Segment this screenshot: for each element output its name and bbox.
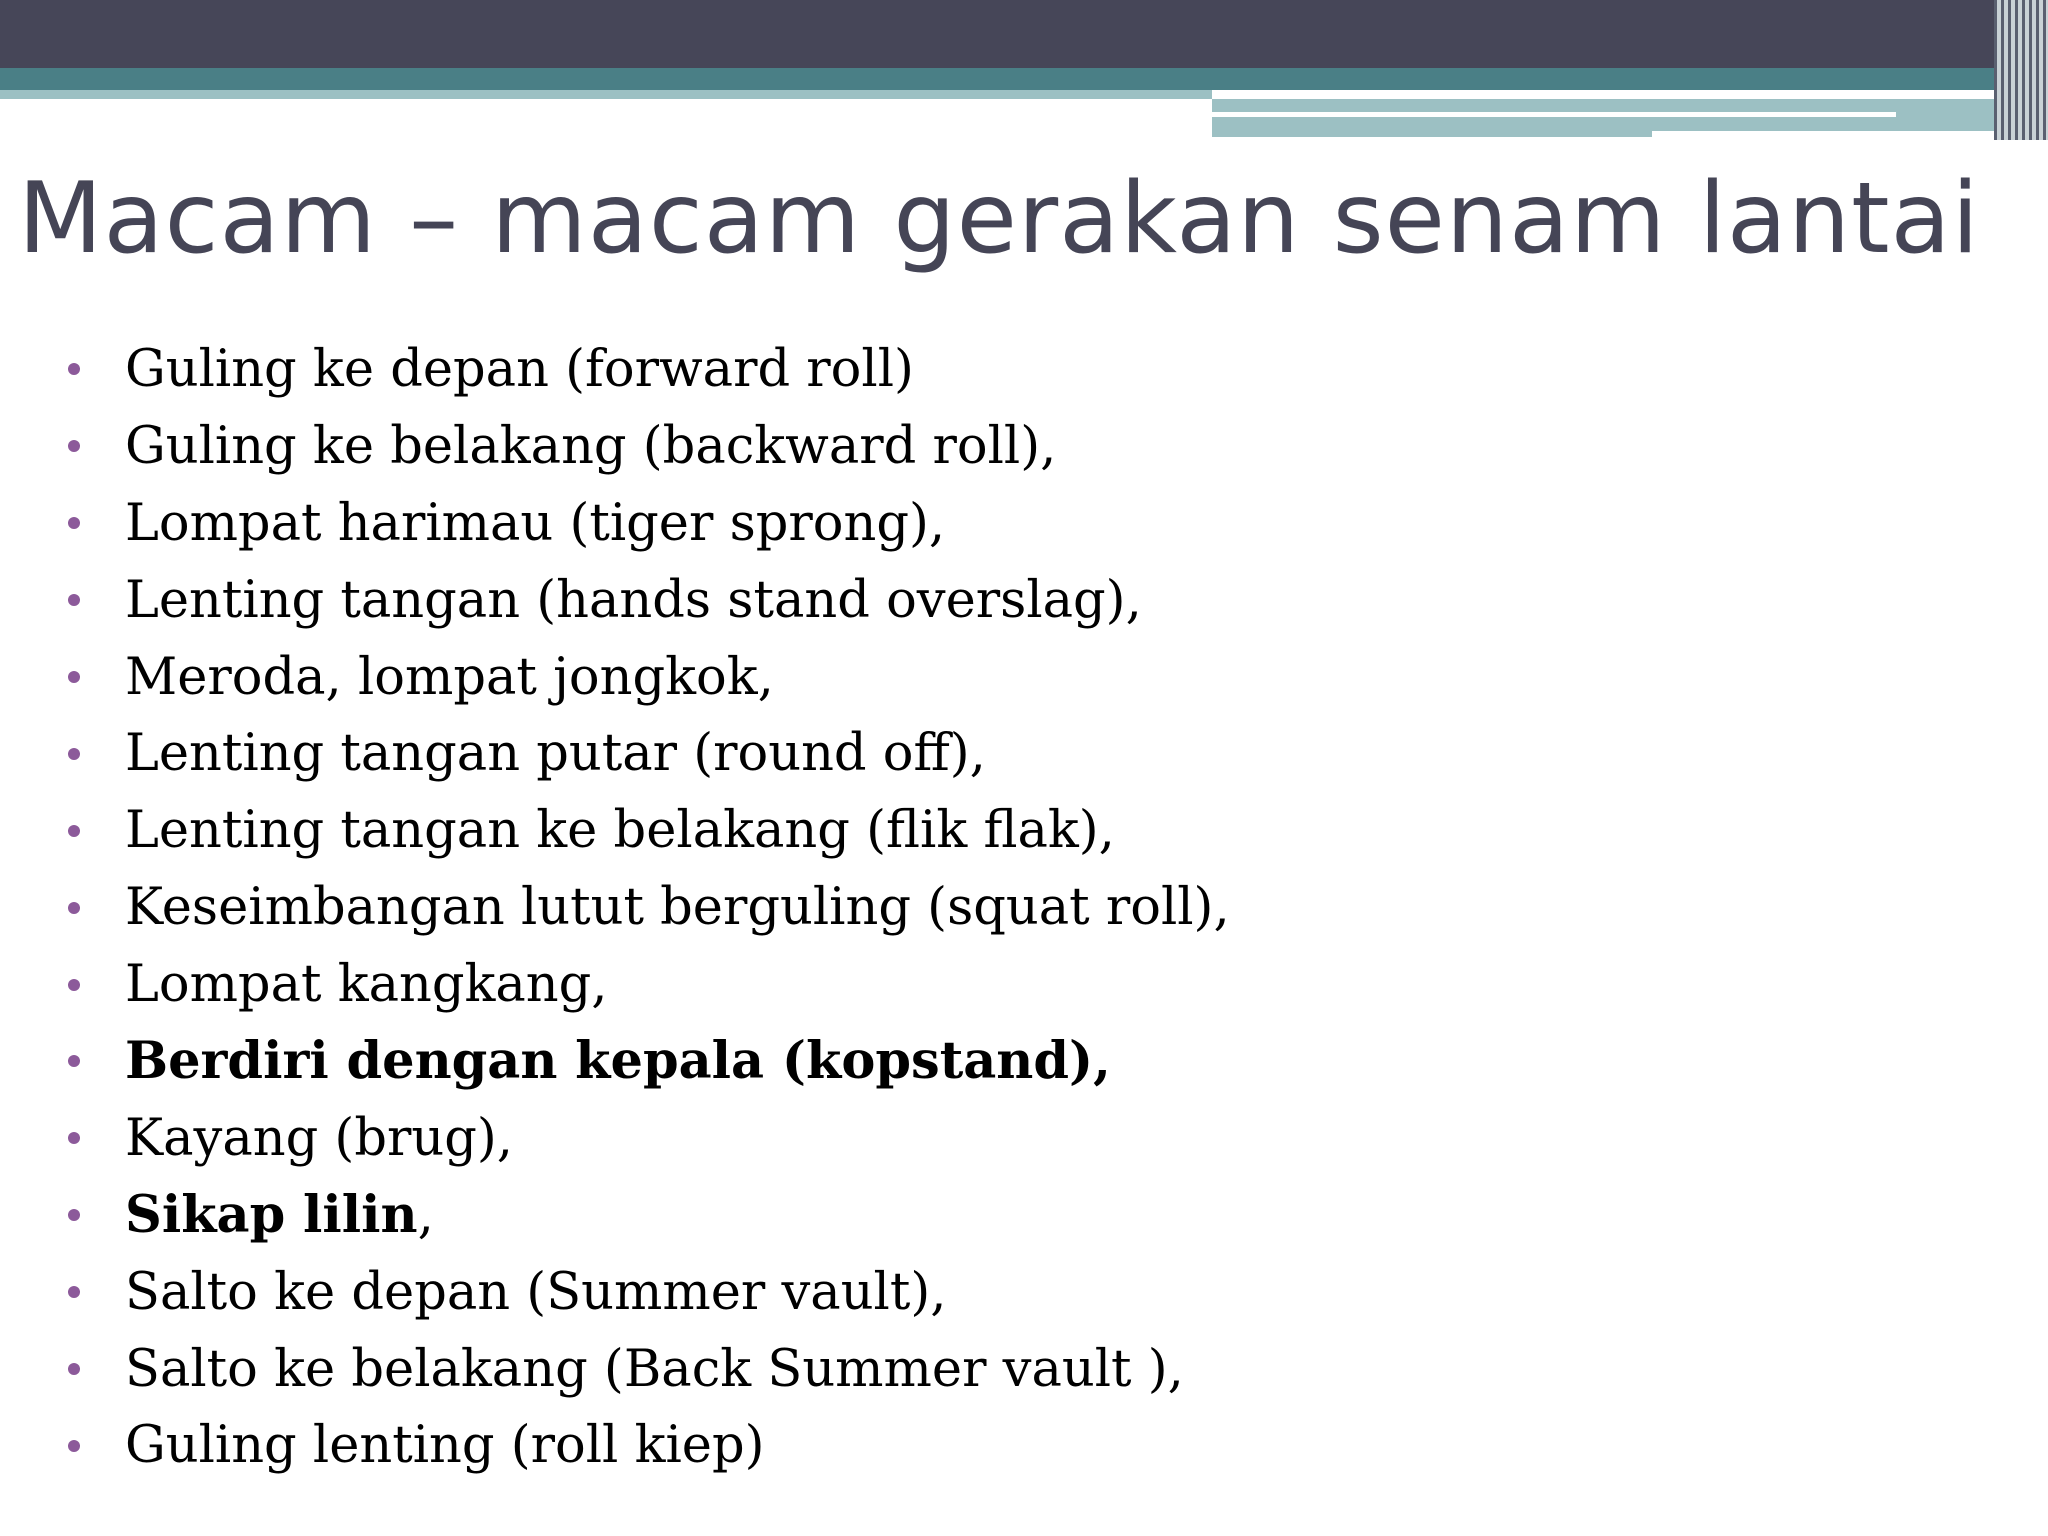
bullet-icon bbox=[68, 1132, 80, 1144]
bullet-icon bbox=[68, 1286, 80, 1298]
list-item-text: Lompat kangkang, bbox=[125, 955, 608, 1015]
list-item bbox=[60, 1177, 1230, 1254]
list-item bbox=[60, 485, 1230, 562]
list-item-text: Lenting tangan putar (round off), bbox=[125, 724, 986, 784]
list-item-text: Kayang (brug), bbox=[125, 1108, 513, 1168]
bullet-icon bbox=[68, 363, 80, 375]
header-accent-line-2 bbox=[1652, 131, 2004, 137]
bullet-list bbox=[60, 331, 1230, 1484]
edge-stripes-decoration bbox=[1994, 0, 2048, 140]
list-item bbox=[60, 1407, 1230, 1484]
list-item bbox=[60, 946, 1230, 1023]
bullet-icon bbox=[68, 979, 80, 991]
list-item-text: Meroda, lompat jongkok, bbox=[125, 647, 774, 707]
list-item-text: Guling lenting (roll kiep) bbox=[125, 1416, 765, 1476]
bullet-icon bbox=[68, 748, 80, 760]
list-item-text: Keseimbangan lutut berguling (squat roll), bbox=[125, 878, 1230, 938]
list-item-suffix: , bbox=[417, 1185, 434, 1245]
list-item-text: Salto ke depan (Summer vault), bbox=[125, 1262, 947, 1322]
list-item-text: Lenting tangan (hands stand overslag), bbox=[125, 570, 1142, 630]
bullet-icon bbox=[68, 440, 80, 452]
header-band-dark bbox=[0, 0, 2048, 68]
list-item bbox=[60, 715, 1230, 792]
list-item-text: Lenting tangan ke belakang (flik flak), bbox=[125, 801, 1115, 861]
bullet-icon bbox=[68, 517, 80, 529]
list-item-text: Berdiri dengan kepala (kopstand), bbox=[125, 1031, 1111, 1092]
header-band-light-left bbox=[0, 90, 1212, 99]
list-item bbox=[60, 408, 1230, 485]
list-item bbox=[60, 1254, 1230, 1331]
bullet-icon bbox=[68, 1055, 80, 1067]
list-item-text: Guling ke depan (forward roll) bbox=[125, 339, 914, 399]
bullet-icon bbox=[68, 671, 80, 683]
list-item bbox=[60, 1100, 1230, 1177]
bullet-icon bbox=[68, 1363, 80, 1375]
bullet-icon bbox=[68, 902, 80, 914]
list-item bbox=[60, 639, 1230, 716]
bullet-icon bbox=[68, 1440, 80, 1452]
list-item bbox=[60, 869, 1230, 946]
header-band-teal bbox=[0, 68, 2048, 90]
list-item bbox=[60, 331, 1230, 408]
header-accent-line bbox=[1212, 112, 1896, 117]
bullet-icon bbox=[68, 1209, 80, 1221]
list-item-text: Sikap lilin bbox=[125, 1185, 418, 1246]
list-item-text: Salto ke belakang (Back Summer vault ), bbox=[125, 1339, 1184, 1399]
list-item bbox=[60, 1331, 1230, 1408]
bullet-icon bbox=[68, 594, 80, 606]
bullet-icon bbox=[68, 825, 80, 837]
list-item-text: Guling ke belakang (backward roll), bbox=[125, 416, 1057, 476]
list-item bbox=[60, 1023, 1230, 1100]
list-item bbox=[60, 792, 1230, 869]
list-item-text: Lompat harimau (tiger sprong), bbox=[125, 493, 946, 553]
slide-title: Macam – macam gerakan senam lantai bbox=[18, 162, 1980, 276]
list-item bbox=[60, 562, 1230, 639]
